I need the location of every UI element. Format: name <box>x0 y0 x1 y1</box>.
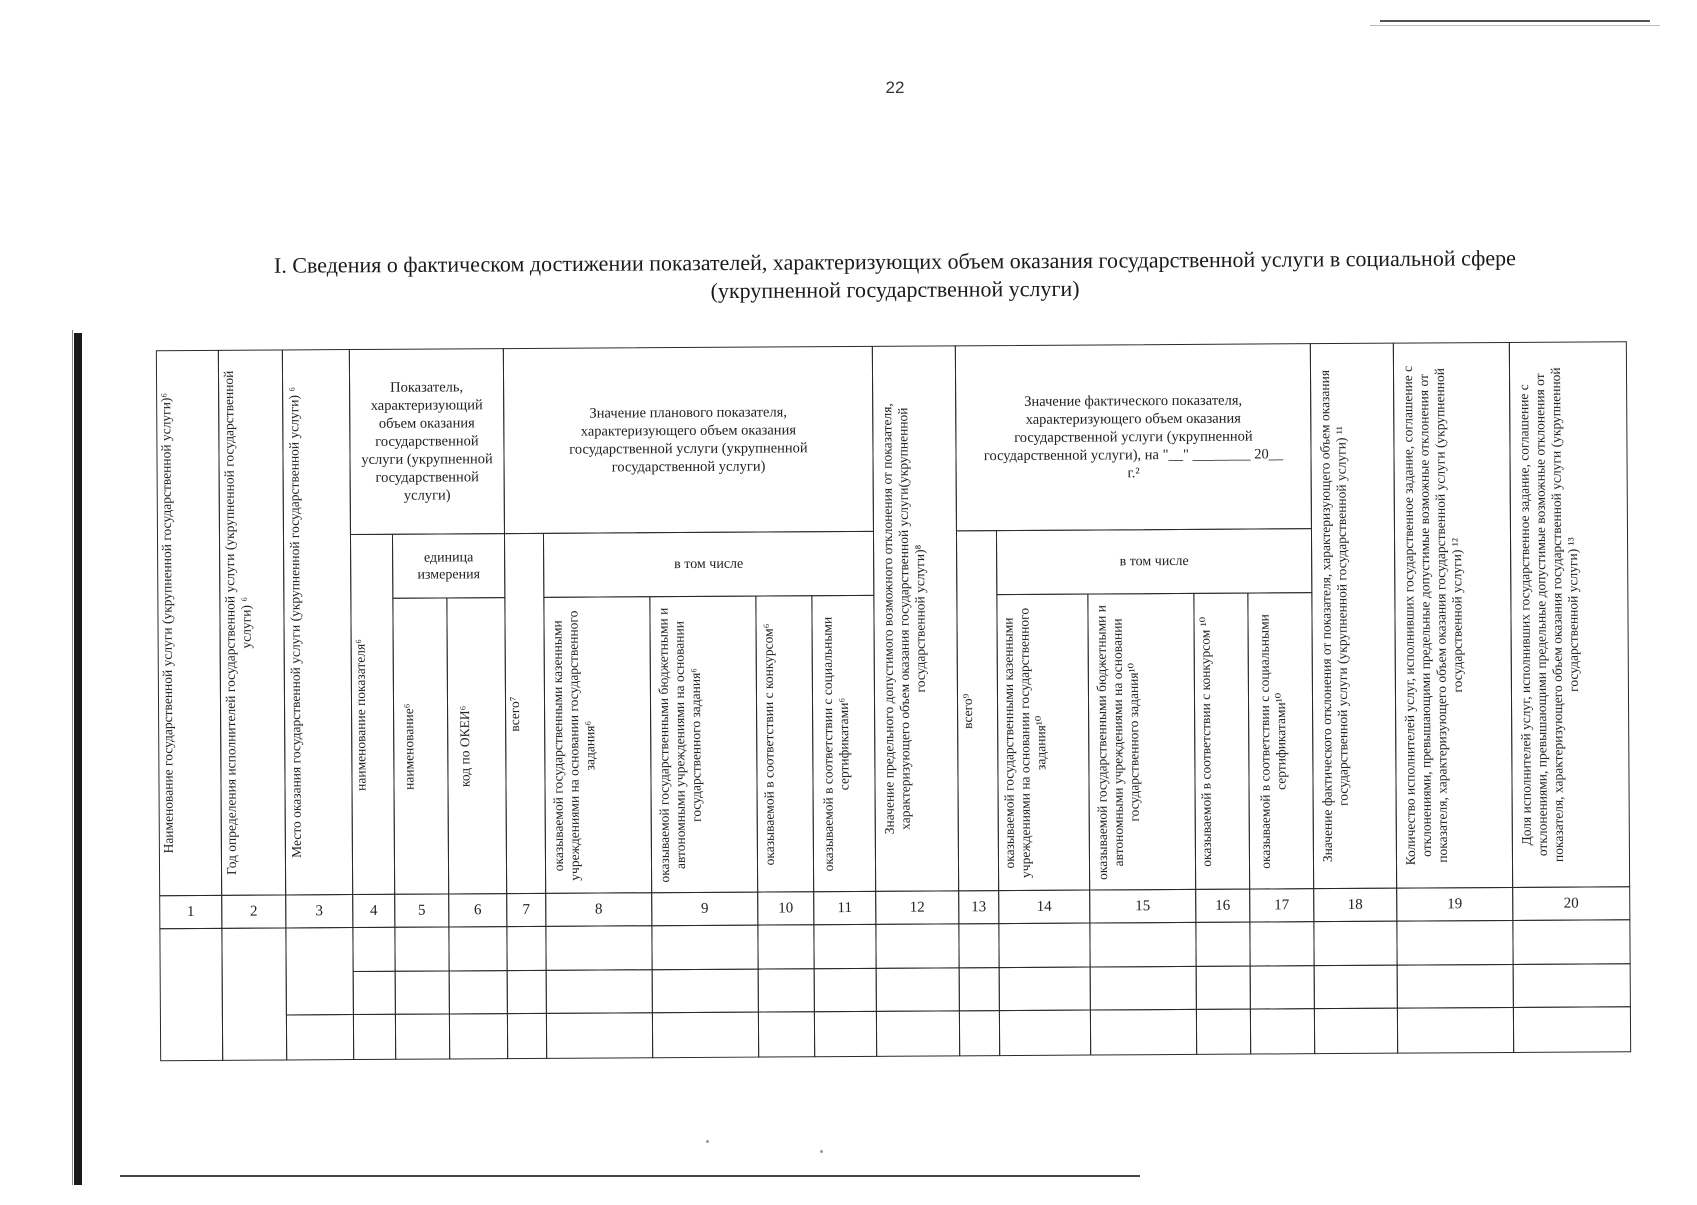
header-fact-group-text: Значение фактического показателя, характеризующего объем оказания государственной услуги (укрупненной государственной услуги), на "__" ________ 20__ г.² <box>983 392 1284 482</box>
title-line-2: (укрупненной государственной услуги) <box>710 275 1080 304</box>
header-col-15 <box>1087 593 1196 891</box>
column-number: 6 <box>448 893 507 927</box>
header-col-15-text: оказываемой государственными бюджетными и автономными учреждениями на основании государственного задания¹⁰ <box>1092 604 1142 880</box>
header-plan-group <box>503 346 874 534</box>
data-cell <box>1396 920 1513 966</box>
header-col-18 <box>1310 343 1397 890</box>
data-cell <box>758 1011 815 1057</box>
header-fact-including-text: в том числе <box>1119 553 1189 570</box>
header-col-1-text: Наименование государственной услуги (укрупненной государственной услуги)⁶ <box>157 392 176 854</box>
header-col-12-text: Значение предельного допустимого возможного отклонения от показателя, характеризующего объем оказания государственной услуги(укрупненной государственной услуги)⁸ <box>879 403 928 835</box>
data-cell <box>758 968 815 1012</box>
column-number: 19 <box>1396 887 1513 922</box>
column-number: 20 <box>1512 886 1630 921</box>
data-cell <box>1250 1008 1315 1054</box>
header-col-9 <box>649 596 758 894</box>
column-number: 11 <box>813 891 876 925</box>
header-plan-including <box>543 531 874 598</box>
data-cell <box>448 926 507 971</box>
header-col-9-text: оказываемой государственными бюджетными и автономными учреждениями на основании государственного задания⁶ <box>654 607 704 883</box>
header-unit-group <box>392 533 505 599</box>
data-cell <box>352 927 395 972</box>
data-cell <box>394 926 449 971</box>
column-number: 13 <box>958 890 999 924</box>
header-indicator-group-text: Показатель, характеризующий объем оказания государственной услуги (укрупненной государственной услуги) <box>361 379 493 504</box>
header-plan-group-text: Значение планового показателя, характеризующего объем оказания государственной услуги (укрупненной государственной услуги) <box>569 404 808 476</box>
header-col-4-text: наименование показателя⁶ <box>352 638 369 791</box>
column-number: 5 <box>394 893 449 927</box>
data-cell <box>1314 1008 1398 1055</box>
data-cell <box>958 923 999 968</box>
data-cell <box>1397 1007 1514 1054</box>
column-number: 4 <box>352 894 395 928</box>
header-col-13 <box>956 530 999 891</box>
data-cell <box>546 969 653 1014</box>
data-cell <box>449 970 508 1014</box>
data-cell <box>757 924 814 969</box>
header-col-16 <box>1193 593 1250 890</box>
data-cell <box>1089 922 1196 968</box>
data-cell <box>285 927 354 1015</box>
header-col-4 <box>350 534 395 895</box>
header-col-7-text: всего⁷ <box>506 695 523 732</box>
data-cell <box>507 1013 547 1059</box>
header-col-19 <box>1393 342 1513 889</box>
header-col-10-text: оказываемой в соответствии с конкурсом⁶ <box>760 623 777 865</box>
header-col-12 <box>872 345 959 892</box>
column-number: 16 <box>1195 889 1250 923</box>
data-cell <box>395 1013 450 1059</box>
header-col-8-text: оказываемой государственными казенными учреждениями на основании государственного задания⁶ <box>549 610 597 881</box>
data-cell <box>545 925 652 971</box>
header-fact-including <box>996 528 1312 595</box>
header-col-17-text: оказываемой в соответствии с социальными сертификатами¹⁰ <box>1255 613 1289 869</box>
column-number: 14 <box>998 890 1090 925</box>
header-col-20 <box>1509 341 1630 888</box>
header-col-13-text: всего⁹ <box>959 693 975 729</box>
header-col-18-text: Значение фактического отклонения от показателя, характеризующего объем оказания государственной услуги (укрупненной государственной услуги) ¹¹ <box>1316 369 1351 863</box>
data-cell <box>999 967 1091 1012</box>
header-col-3-text: Место оказания государственной услуги (укрупненной государственной услуги) ⁶ <box>286 386 304 858</box>
header-col-5 <box>392 597 449 894</box>
data-cell <box>1397 964 1514 1009</box>
data-cell <box>507 970 547 1014</box>
column-number: 17 <box>1249 888 1314 922</box>
data-cell <box>651 925 758 971</box>
column-number: 12 <box>875 890 959 925</box>
data-cell <box>1512 919 1630 965</box>
header-col-14 <box>996 594 1090 892</box>
data-cell <box>1313 921 1397 967</box>
header-col-6-text: код по ОКЕИ⁶ <box>456 705 473 787</box>
header-col-6 <box>446 597 507 894</box>
data-cell <box>353 971 396 1015</box>
data-cell <box>999 1010 1091 1057</box>
header-col-10 <box>755 595 814 892</box>
header-col-11-text: оказываемой в соответствии с социальными сертификатами⁶ <box>818 616 852 871</box>
header-unit-group-text: единица измерения <box>417 549 481 583</box>
header-col-5-text: наименование⁶ <box>400 703 417 790</box>
title-line-1: I. Сведения о фактическом достижении показателей, характеризующих объем оказания государственной услуги в социальной сфере <box>273 245 1516 278</box>
data-cell <box>1250 965 1315 1009</box>
data-cell <box>1090 966 1197 1011</box>
data-cell <box>652 1012 759 1059</box>
data-cell <box>652 969 759 1014</box>
data-cell <box>1196 1009 1251 1055</box>
data-cell <box>814 1011 877 1057</box>
data-cell <box>959 1010 1000 1056</box>
column-number: 2 <box>221 894 286 928</box>
column-number: 9 <box>651 892 758 927</box>
data-cell <box>449 1013 508 1059</box>
column-number: 7 <box>506 893 546 927</box>
header-col-11 <box>811 595 876 892</box>
data-cell <box>876 967 960 1012</box>
header-col-16-text: оказываемой в соответствии с конкурсом ¹⁰ <box>1196 616 1214 867</box>
data-cell <box>286 1014 354 1060</box>
page-number: 22 <box>885 78 905 97</box>
data-cell <box>814 968 877 1012</box>
header-col-3 <box>282 349 353 895</box>
data-cell <box>546 1012 653 1059</box>
data-cell <box>875 923 959 969</box>
column-number: 18 <box>1313 888 1397 923</box>
header-plan-including-text: в том числе <box>674 556 744 573</box>
header-col-1 <box>156 350 222 896</box>
data-cell <box>159 928 223 1061</box>
data-cell <box>1314 965 1398 1010</box>
header-indicator-group <box>349 348 505 535</box>
data-cell <box>395 970 450 1014</box>
column-number: 1 <box>159 895 222 929</box>
header-col-8 <box>543 596 652 894</box>
data-cell <box>1513 1006 1631 1053</box>
column-number: 10 <box>757 891 814 925</box>
data-cell <box>998 923 1090 969</box>
column-number: 3 <box>285 894 353 928</box>
data-cell <box>1249 921 1314 966</box>
header-col-20-text: Доля исполнителей услуг, исполнивших государственное задание, соглашение с отклонениями, превышающими предельные допустимые возможные отклонения от показателя, характеризующего объем оказания государственной услуги (укрупненной государственной услуги) ¹³ <box>1516 367 1581 863</box>
header-col-17 <box>1247 592 1314 889</box>
data-cell <box>1195 922 1250 967</box>
column-number: 8 <box>545 892 652 927</box>
data-cell <box>1196 966 1251 1010</box>
header-fact-group <box>955 343 1312 531</box>
data-cell <box>1090 1009 1197 1056</box>
data-cell <box>959 967 1000 1011</box>
header-col-14-text: оказываемой государственными казенными учреждениями на основании государственного задания¹⁰ <box>1000 607 1049 878</box>
data-cell <box>506 926 546 971</box>
header-col-2-text: Год определения исполнителей государственной услуги (укрупненной государственной услуги) ⁶ <box>220 370 254 876</box>
data-cell <box>813 924 876 969</box>
data-cell <box>353 1014 396 1060</box>
column-number: 15 <box>1089 889 1196 924</box>
header-col-7 <box>504 533 546 894</box>
data-cell <box>221 927 287 1060</box>
data-cell <box>1513 963 1631 1008</box>
header-col-19-text: Количество исполнителей услуг, исполнивших государственное задание, соглашение с отклонениями, превышающими предельные допустимые возможные отклонения от показателя, характеризующего объем оказания государственной услуги (укрупненной государственной услуги) ¹² <box>1399 365 1465 866</box>
data-cell <box>876 1010 960 1057</box>
header-col-2 <box>218 349 286 895</box>
